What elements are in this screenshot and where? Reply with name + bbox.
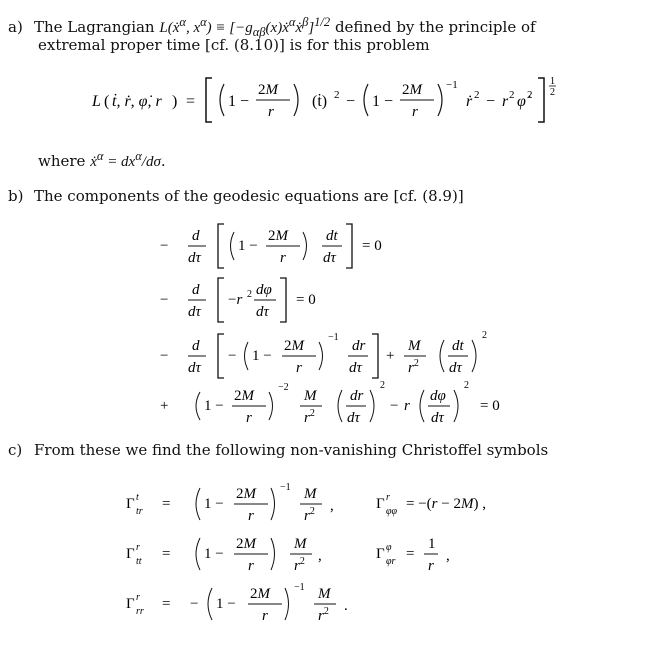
svg-text:dφ: dφ xyxy=(430,388,446,404)
svg-text:1 −: 1 − xyxy=(372,93,394,110)
geodesic-eq-1 xyxy=(160,224,382,268)
svg-text:−1: −1 xyxy=(446,79,458,91)
part-a-where: where ẋ$^\alpha$ = $dx^\alpha/d\sigma$. xyxy=(38,149,166,170)
svg-text:2: 2 xyxy=(509,89,515,101)
svg-text:2: 2 xyxy=(550,87,555,98)
part-a-line2: extremal proper time [cf. (8.10)] is for this problem xyxy=(38,36,430,54)
svg-text:(: ( xyxy=(104,93,110,110)
svg-text:2M: 2M xyxy=(236,486,256,502)
christoffel-t-tr xyxy=(126,482,334,524)
geodesic-eq-2 xyxy=(160,278,316,322)
svg-text:2M: 2M xyxy=(402,82,422,98)
svg-text:2: 2 xyxy=(334,89,340,101)
svg-text:−: − xyxy=(160,238,169,254)
svg-text:−: − xyxy=(190,596,199,612)
svg-text:1: 1 xyxy=(550,76,555,87)
svg-text:dt: dt xyxy=(452,338,464,354)
svg-text:−2: −2 xyxy=(278,382,289,393)
svg-text:2M: 2M xyxy=(268,228,288,244)
svg-text:r: r xyxy=(296,360,302,376)
geodesic-eq-3 xyxy=(160,330,487,378)
svg-text:r2: $r^2$ xyxy=(294,556,305,574)
svg-text:dr: dr xyxy=(352,338,366,354)
svg-text:(ṫ): (ṫ) xyxy=(312,93,328,110)
part-a-intro: The Lagrangian xyxy=(34,18,155,36)
svg-text:r: r xyxy=(248,508,254,524)
svg-text:r: r xyxy=(136,542,140,553)
svg-text:r2: $r^2$ xyxy=(318,606,329,624)
svg-text:1 −: 1 − xyxy=(216,596,236,612)
part-c-label: c) xyxy=(8,441,23,459)
svg-text:2M: 2M xyxy=(250,586,270,602)
svg-text:,: , xyxy=(318,548,322,564)
svg-text:d: d xyxy=(192,282,200,298)
svg-text:d: d xyxy=(192,338,200,354)
svg-text:2: 2 xyxy=(527,89,533,101)
svg-text:dτ: dτ xyxy=(256,304,269,320)
christoffel-symbols xyxy=(0,476,656,626)
svg-text:=: = xyxy=(162,546,171,562)
geodesic-eq-4 xyxy=(160,380,500,426)
svg-text:1 −: 1 − xyxy=(204,398,224,414)
svg-text:=: = xyxy=(162,596,171,612)
geodesic-equations xyxy=(0,218,656,430)
svg-text:tr: tr xyxy=(136,506,143,517)
svg-text:M: M xyxy=(294,536,307,552)
svg-text:ṫ, ṙ, φ̇, r: ṫ, ṙ, φ̇, r xyxy=(112,93,162,110)
svg-text:ṙ: ṙ xyxy=(466,93,473,110)
svg-text:2: 2 xyxy=(464,380,469,391)
christoffel-r-rr xyxy=(126,582,348,624)
svg-text:+: + xyxy=(160,398,169,414)
svg-text:M: M xyxy=(304,486,317,502)
svg-text:2M: 2M xyxy=(236,536,256,552)
lagrangian-equation xyxy=(0,70,656,132)
svg-text:,: , xyxy=(330,498,334,514)
svg-text:dτ: dτ xyxy=(323,250,336,266)
svg-text:−1: −1 xyxy=(294,582,305,593)
svg-text:r: r xyxy=(262,608,268,624)
svg-text:1 −: 1 − xyxy=(228,93,250,110)
svg-text:Γ: Γ xyxy=(126,496,135,512)
svg-text:L: L xyxy=(92,93,101,110)
svg-text:dτ: dτ xyxy=(188,250,201,266)
svg-text:dτ: dτ xyxy=(188,360,201,376)
svg-text:r: r xyxy=(246,410,252,426)
svg-text:=: = xyxy=(186,93,196,110)
christoffel-r-tt xyxy=(126,536,322,574)
svg-text:r2: $r^2$ xyxy=(304,506,315,524)
svg-text:φ̇: φ̇ xyxy=(517,93,526,110)
svg-text:−: − xyxy=(486,93,496,110)
svg-text:dτ: dτ xyxy=(431,410,444,426)
svg-text:dτ: dτ xyxy=(349,360,362,376)
svg-text:M: M xyxy=(318,586,331,602)
svg-text:dt: dt xyxy=(326,228,338,244)
svg-text:φr: φr xyxy=(386,556,396,567)
svg-text:r: r xyxy=(428,558,434,574)
svg-text:−: − xyxy=(160,348,169,364)
svg-text:φφ: φφ xyxy=(386,506,398,517)
svg-text:−: − xyxy=(390,398,399,414)
svg-text:M: M xyxy=(408,338,421,354)
svg-text:,: , xyxy=(446,548,450,564)
svg-text:2: 2 xyxy=(482,330,487,341)
svg-text:dτ: dτ xyxy=(188,304,201,320)
svg-text:t: t xyxy=(136,492,139,503)
svg-text:= 0: = 0 xyxy=(362,238,382,254)
part-b-text: b) The components of the geodesic equations are [cf. (8.9)] xyxy=(8,187,464,205)
svg-text:r: r xyxy=(136,592,140,603)
christoffel-r-phiphi xyxy=(376,492,486,517)
svg-text:= 0: = 0 xyxy=(480,398,500,414)
svg-text:r: r xyxy=(386,492,390,503)
svg-text:2M: 2M xyxy=(234,388,254,404)
part-a-intro-cont: defined by the principle of xyxy=(334,18,536,36)
svg-text:.: . xyxy=(344,598,348,614)
svg-text:r: r xyxy=(268,104,274,120)
svg-text:1 −: 1 − xyxy=(252,348,272,364)
svg-text:1: 1 xyxy=(428,536,436,552)
svg-text:tt: tt xyxy=(136,556,142,567)
part-c-text: c) From these we find the following non-vanishing Christoffel symbols xyxy=(8,441,549,459)
svg-text:Γ: Γ xyxy=(126,596,135,612)
svg-text:r: r xyxy=(502,93,509,110)
svg-text:2M: 2M xyxy=(284,338,304,354)
svg-text:rr: rr xyxy=(136,606,144,617)
svg-text:1 −: 1 − xyxy=(204,546,224,562)
svg-text:−1: −1 xyxy=(328,332,339,343)
svg-text:dτ: dτ xyxy=(347,410,360,426)
svg-text:2M: 2M xyxy=(258,82,278,98)
part-b-label: b) xyxy=(8,187,24,205)
svg-text:−r: −r xyxy=(228,292,243,308)
svg-text:1 −: 1 − xyxy=(204,496,224,512)
svg-text:r: r xyxy=(280,250,286,266)
svg-text:−: − xyxy=(160,292,169,308)
svg-text:r2: $r^2$ xyxy=(304,408,315,426)
svg-text:−: − xyxy=(228,348,237,364)
svg-text:=: = xyxy=(162,496,171,512)
svg-text:r2: $r^2$ xyxy=(408,358,419,376)
svg-text:= −(r − 2M) ,: = −(r − 2M) , xyxy=(406,496,486,512)
svg-text:2: 2 xyxy=(247,289,252,300)
svg-text:−: − xyxy=(346,93,356,110)
christoffel-phi-phir xyxy=(376,536,450,574)
svg-text:M: M xyxy=(304,388,317,404)
svg-text:1 −: 1 − xyxy=(238,238,258,254)
svg-text:dr: dr xyxy=(350,388,364,404)
svg-text:+: + xyxy=(386,348,395,364)
svg-text:Γ: Γ xyxy=(376,546,385,562)
svg-text:2: 2 xyxy=(474,89,480,101)
svg-text:= 0: = 0 xyxy=(296,292,316,308)
svg-text:Γ: Γ xyxy=(376,496,385,512)
lagrangian-definition: L(ẋ$^\alpha$, $x^\alpha$) ≡ $[-g_{\alpha\beta}(x)ẋ^\alpha ẋ^\beta]^{1/2}$ xyxy=(159,15,331,39)
svg-text:Γ: Γ xyxy=(126,546,135,562)
svg-text:=: = xyxy=(406,546,415,562)
part-a-label: a) xyxy=(8,18,23,36)
svg-text:r: r xyxy=(248,558,254,574)
svg-text:dτ: dτ xyxy=(449,360,462,376)
svg-text:−1: −1 xyxy=(280,482,291,493)
svg-text:r: r xyxy=(412,104,418,120)
svg-text:φ: φ xyxy=(386,542,392,553)
svg-text:): ) xyxy=(172,93,178,110)
svg-text:2: 2 xyxy=(380,380,385,391)
svg-text:dφ: dφ xyxy=(256,282,272,298)
svg-text:r: r xyxy=(404,398,410,414)
svg-text:d: d xyxy=(192,228,200,244)
